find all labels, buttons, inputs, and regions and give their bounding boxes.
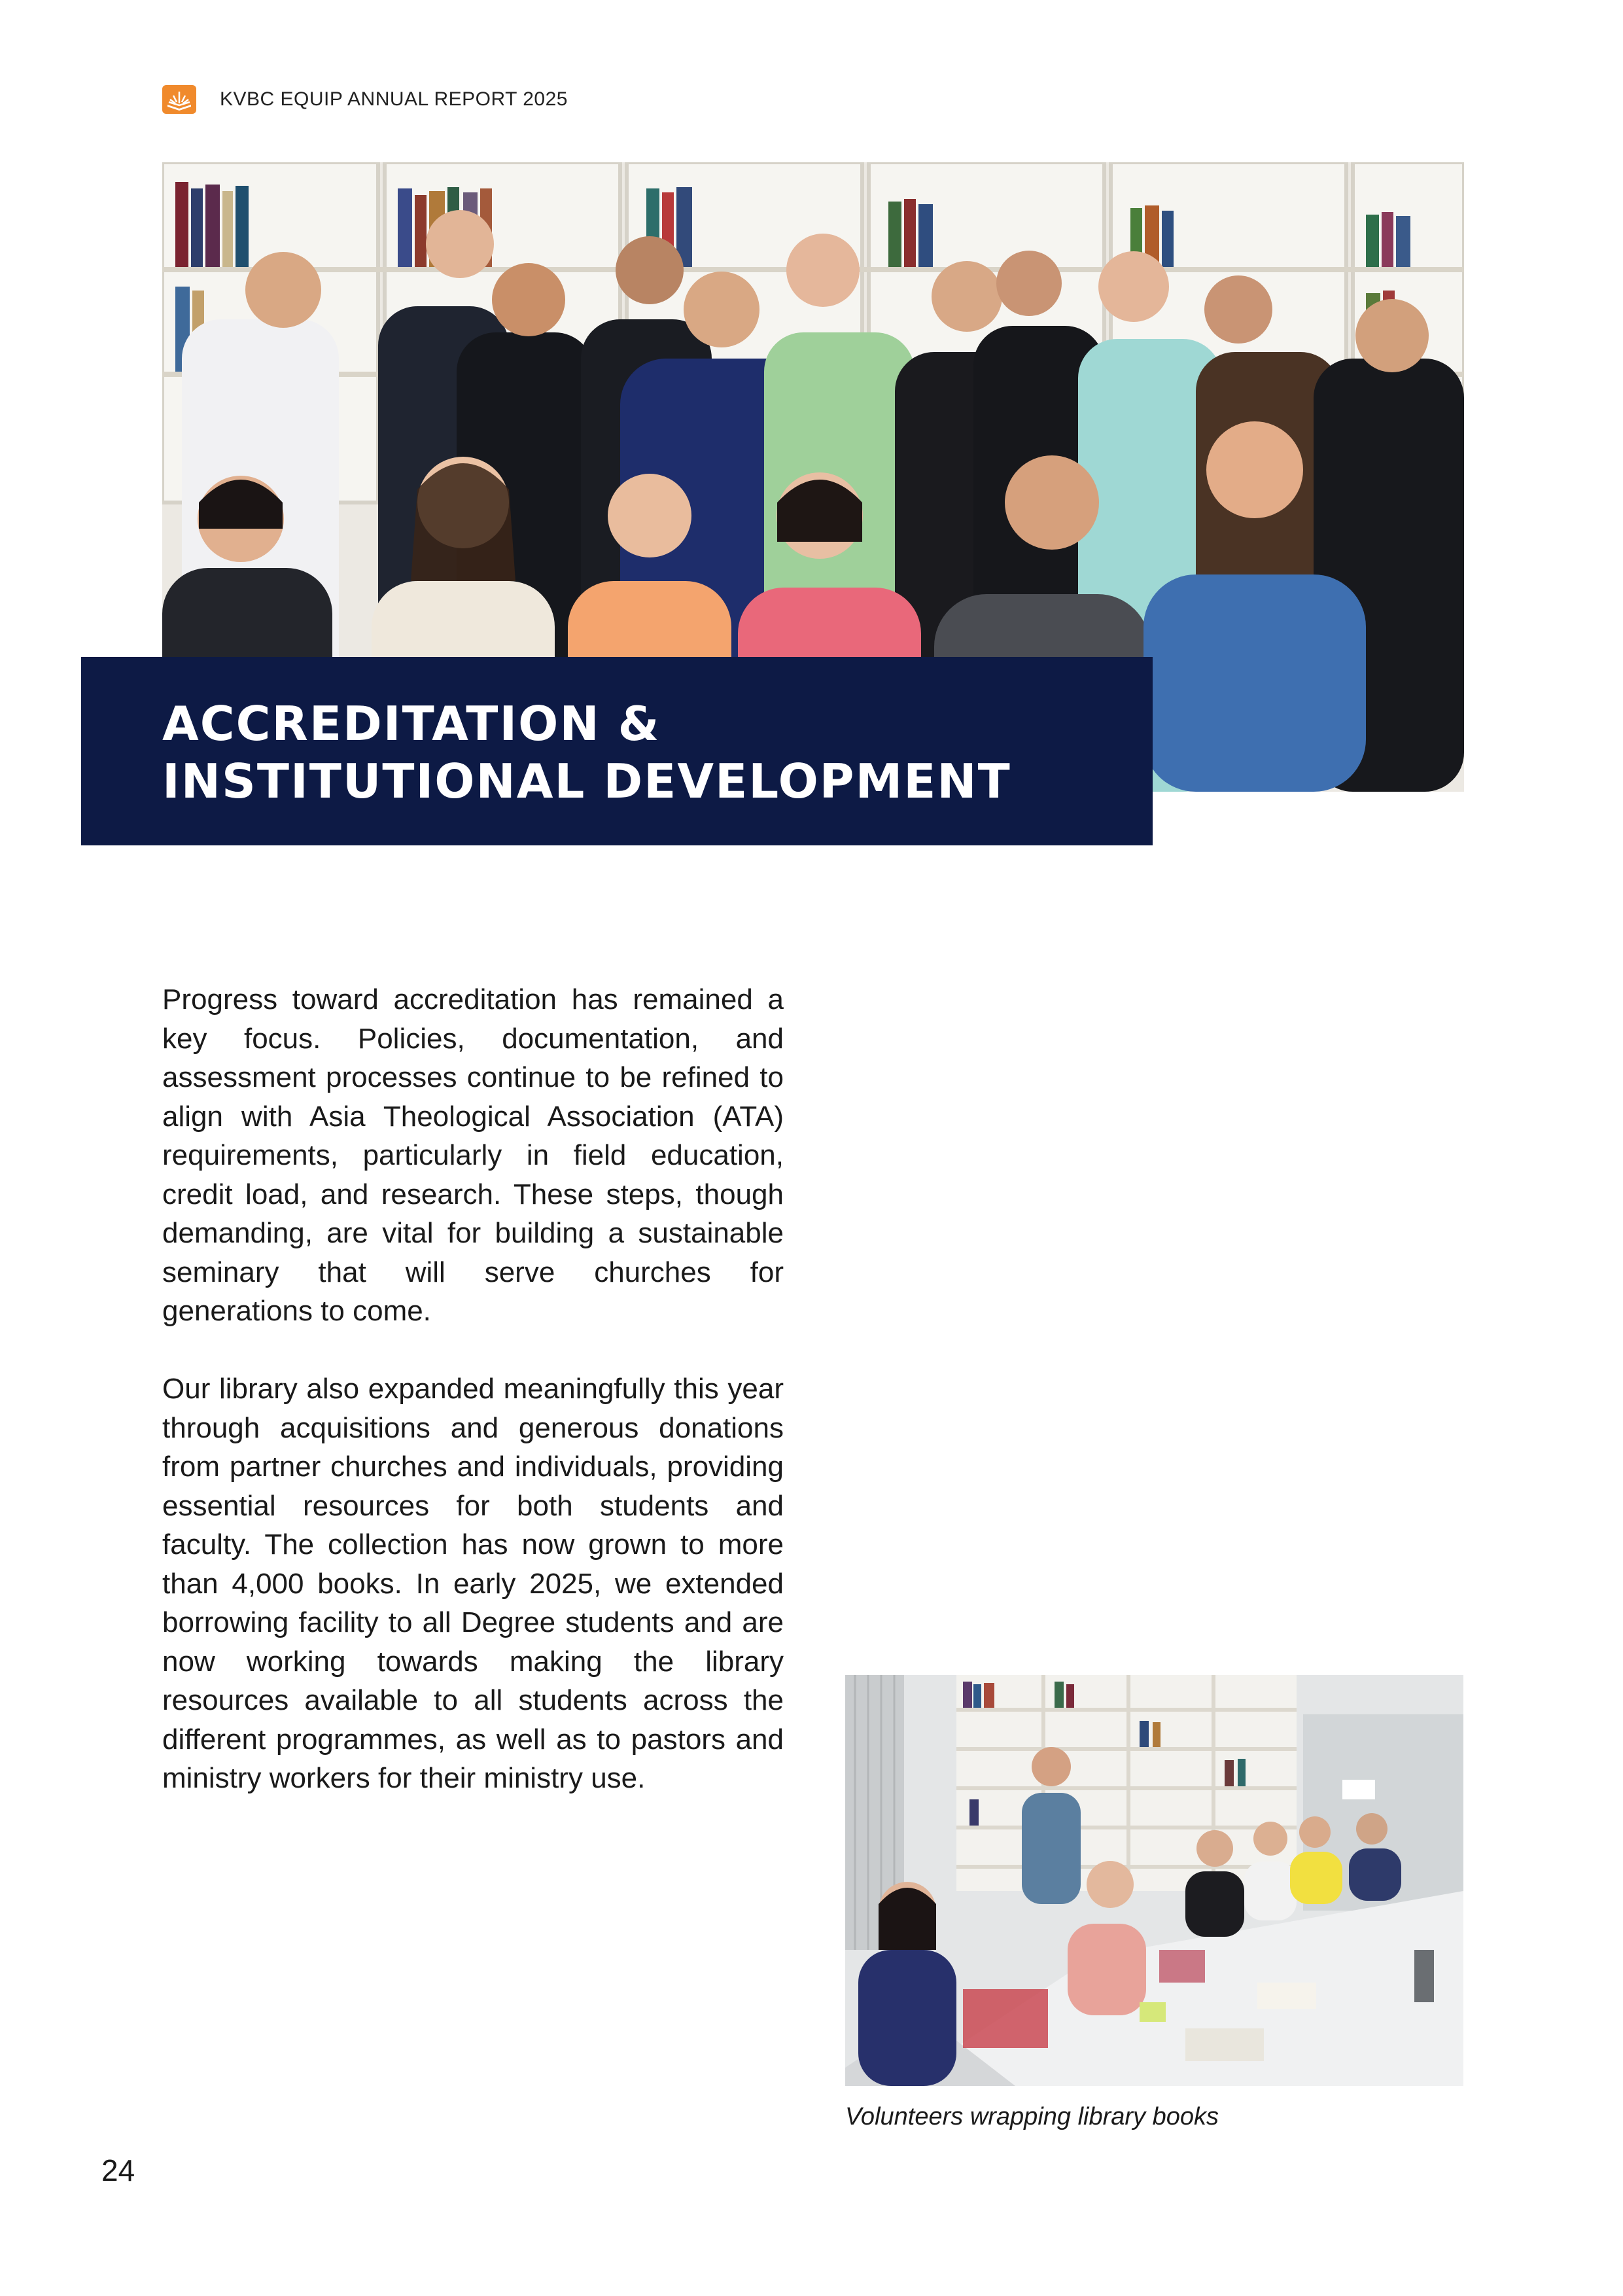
volunteers-photo	[845, 1675, 1463, 2086]
page-number: 24	[101, 2153, 135, 2187]
page-header	[162, 82, 568, 116]
body-text	[162, 980, 784, 1837]
photo-caption: Volunteers wrapping library books	[845, 2103, 1219, 2130]
section-title-line-1: ACCREDITATION &	[162, 696, 661, 751]
open-book-sunrise-icon	[162, 85, 196, 114]
paragraph-accreditation: Progress toward accreditation has remained a key focus. Policies, documentation, and assessment processes continue to be refined to align with Asia Theological Association (ATA) requirements, particularly in field education, credit load, and research. These steps, though demanding, are vital for building a sustainable seminary that will serve churches for generations to come.	[162, 983, 784, 1327]
paragraph-library: Our library also expanded meaningfully this year through acquisitions and generous donations from partner churches and individuals, providing essential resources for both students and faculty. The collection has now grown to more than 4,000 books. In early 2025, we extended borrowing facility to all Degree students and are now working towards making the library resources available to all students across the different programmes, as well as to pastors and ministry workers for their ministry use.	[162, 1373, 784, 1794]
section-title-line-2: INSTITUTIONAL DEVELOPMENT	[162, 754, 1011, 809]
section-title-banner	[81, 657, 1153, 845]
report-title: KVBC EQUIP ANNUAL REPORT 2025	[220, 88, 568, 110]
